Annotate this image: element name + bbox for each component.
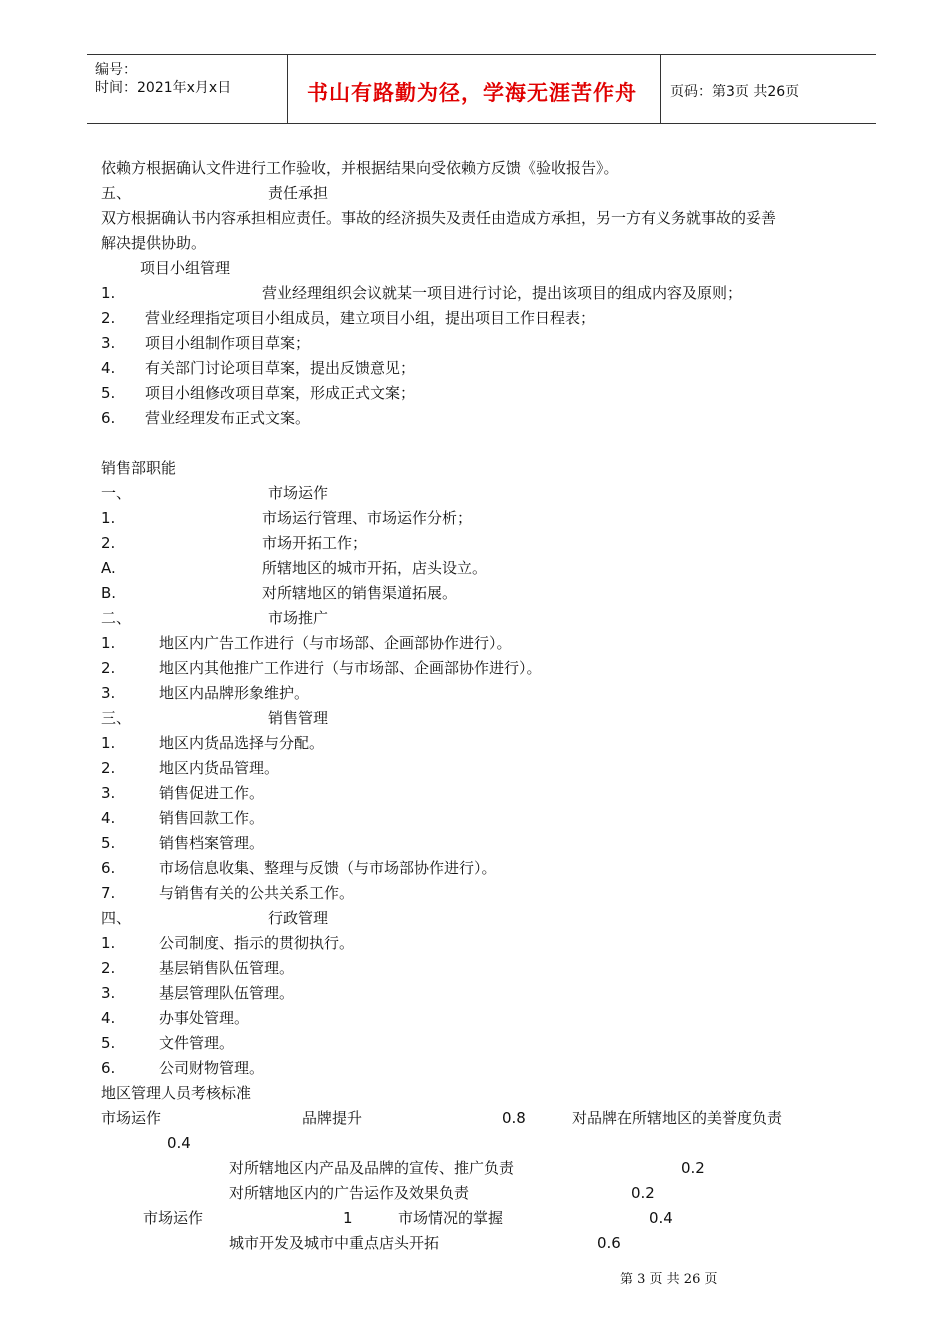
assessment-cell: 城市开发及城市中重点店头开拓 (229, 1234, 440, 1252)
text-line: 市场信息收集、整理与反馈（与市场部协作进行）。 (159, 859, 497, 877)
list-number: 5. (101, 1034, 116, 1052)
list-number: 1. (101, 634, 116, 652)
list-number: 2. (101, 309, 116, 327)
list-number: 1. (101, 934, 116, 952)
text-line: 地区内品牌形象维护。 (159, 684, 310, 702)
text-line: 办事处管理。 (159, 1009, 250, 1027)
text-line: 解决提供协助。 (101, 234, 207, 252)
list-number: 一、 (101, 484, 132, 502)
text-line: 公司财物管理。 (159, 1059, 265, 1077)
assessment-weight: 0.4 (167, 1134, 191, 1152)
text-line: 地区内货品选择与分配。 (159, 734, 325, 752)
page-footer: 第 3 页 共 26 页 (620, 1272, 718, 1287)
list-number: 1. (101, 509, 116, 527)
text-line: 市场运行管理、市场运作分析； (262, 509, 473, 527)
assessment-weight: 0.2 (681, 1159, 705, 1177)
text-line: 所辖地区的城市开拓，店头设立。 (262, 559, 488, 577)
text-line: 地区内广告工作进行（与市场部、企画部协作进行）。 (159, 634, 512, 652)
text-line: 销售档案管理。 (159, 834, 265, 852)
assessment-cell: 市场运作 (143, 1209, 204, 1227)
text-line: 销售部职能 (101, 459, 177, 477)
list-number: 3. (101, 334, 116, 352)
list-number: 5. (101, 834, 116, 852)
text-line: 地区内货品管理。 (159, 759, 280, 777)
text-line: 营业经理指定项目小组成员，建立项目小组，提出项目工作日程表； (145, 309, 596, 327)
list-number: 二、 (101, 609, 132, 627)
text-line: 公司制度、指示的贯彻执行。 (159, 934, 355, 952)
list-number: 五、 (101, 184, 132, 202)
assessment-weight: 0.4 (649, 1209, 673, 1227)
text-line: 项目小组制作项目草案； (145, 334, 311, 352)
list-number: 1. (101, 734, 116, 752)
text-line: 地区管理人员考核标准 (101, 1084, 252, 1102)
text-line: 市场推广 (268, 609, 329, 627)
text-line: 行政管理 (268, 909, 329, 927)
text-line: 销售促进工作。 (159, 784, 265, 802)
text-line: 与销售有关的公共关系工作。 (159, 884, 355, 902)
assessment-cell: 对所辖地区内产品及品牌的宣传、推广负责 (229, 1159, 515, 1177)
list-number: 3. (101, 684, 116, 702)
text-line: 对所辖地区的销售渠道拓展。 (262, 584, 458, 602)
list-number: 3. (101, 784, 116, 802)
text-line: 销售回款工作。 (159, 809, 265, 827)
text-line: 项目小组修改项目草案，形成正式文案； (145, 384, 416, 402)
assessment-cell: 市场情况的掌握 (398, 1209, 504, 1227)
list-number: 4. (101, 359, 116, 377)
list-number: 4. (101, 809, 116, 827)
list-number: 6. (101, 409, 116, 427)
text-line: 营业经理发布正式文案。 (145, 409, 311, 427)
text-line: 项目小组管理 (140, 259, 231, 277)
text-line: 市场运作 (268, 484, 329, 502)
assessment-cell: 市场运作 (101, 1109, 162, 1127)
header-info-cell (87, 55, 288, 123)
list-number: 5. (101, 384, 116, 402)
assessment-weight: 1 (343, 1209, 353, 1227)
assessment-weight: 0.8 (502, 1109, 526, 1127)
text-line: 基层管理队伍管理。 (159, 984, 295, 1002)
text-line: 责任承担 (268, 184, 329, 202)
text-line: 销售管理 (268, 709, 329, 727)
page-header (87, 54, 876, 124)
text-line: 有关部门讨论项目草案，提出反馈意见； (145, 359, 416, 377)
document-number-label: 编号： (95, 62, 137, 78)
header-motto: 书山有路勤为径，学海无涯苦作舟 (307, 81, 637, 105)
document-time-label: 时间：2021年x月x日 (95, 80, 232, 96)
assessment-weight: 0.6 (597, 1234, 621, 1252)
list-number: B. (101, 584, 117, 602)
assessment-cell: 品牌提升 (302, 1109, 363, 1127)
list-number: 2. (101, 959, 116, 977)
text-line: 文件管理。 (159, 1034, 235, 1052)
text-line: 双方根据确认书内容承担相应责任。事故的经济损失及责任由造成方承担，另一方有义务就事故的妥善 (101, 209, 777, 227)
assessment-cell: 对所辖地区内的广告运作及效果负责 (229, 1184, 470, 1202)
text-line: 营业经理组织会议就某一项目进行讨论，提出该项目的组成内容及原则； (262, 284, 743, 302)
list-number: 4. (101, 1009, 116, 1027)
text-line: 基层销售队伍管理。 (159, 959, 295, 977)
list-number: 四、 (101, 909, 132, 927)
text-line: 地区内其他推广工作进行（与市场部、企画部协作进行）。 (159, 659, 542, 677)
text-line: 依赖方根据确认文件进行工作验收，并根据结果向受依赖方反馈《验收报告》。 (101, 159, 619, 177)
list-number: 2. (101, 659, 116, 677)
assessment-cell: 对品牌在所辖地区的美誉度负责 (572, 1109, 783, 1127)
list-number: 1. (101, 284, 116, 302)
list-number: 7. (101, 884, 116, 902)
list-number: 2. (101, 534, 116, 552)
assessment-weight: 0.2 (631, 1184, 655, 1202)
list-number: 2. (101, 759, 116, 777)
text-line: 市场开拓工作； (262, 534, 368, 552)
list-number: A. (101, 559, 116, 577)
header-page-cell (660, 55, 876, 123)
list-number: 6. (101, 1059, 116, 1077)
header-page-number: 页码：第3页 共26页 (670, 84, 800, 100)
list-number: 3. (101, 984, 116, 1002)
list-number: 三、 (101, 709, 132, 727)
list-number: 6. (101, 859, 116, 877)
header-motto-cell (287, 55, 661, 123)
